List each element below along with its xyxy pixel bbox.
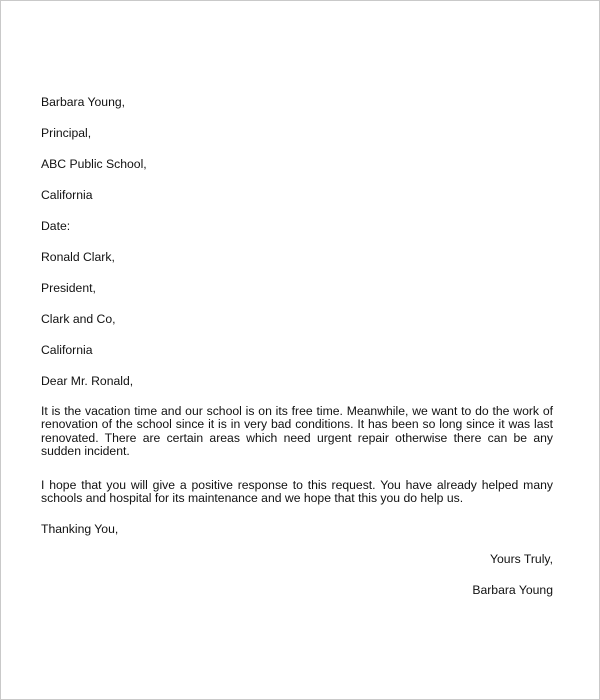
body-paragraph-2: I hope that you will give a positive response to this request. You have already helped many schools and hospital for its maintenance and we hope that this you do help us. xyxy=(41,478,553,506)
recipient-organization: Clark and Co, xyxy=(41,312,116,326)
sender-name: Barbara Young, xyxy=(41,95,126,109)
signature-name: Barbara Young xyxy=(472,583,553,597)
closing: Yours Truly, xyxy=(490,552,553,566)
sender-location: California xyxy=(41,188,93,202)
recipient-title: President, xyxy=(41,281,96,295)
body-paragraph-1: It is the vacation time and our school is on its free time. Meanwhile, we want to do the work of renovation of the school since it is in very bad conditions. It has been so long since it was last renovated. There are certain areas which need urgent repair otherwise there can be any sudden incident. xyxy=(41,404,553,459)
thanks-line: Thanking You, xyxy=(41,522,119,536)
date-label: Date: xyxy=(41,219,71,233)
recipient-name: Ronald Clark, xyxy=(41,250,115,264)
sender-organization: ABC Public School, xyxy=(41,157,147,171)
salutation: Dear Mr. Ronald, xyxy=(41,374,134,388)
sender-title: Principal, xyxy=(41,126,92,140)
recipient-location: California xyxy=(41,343,93,357)
